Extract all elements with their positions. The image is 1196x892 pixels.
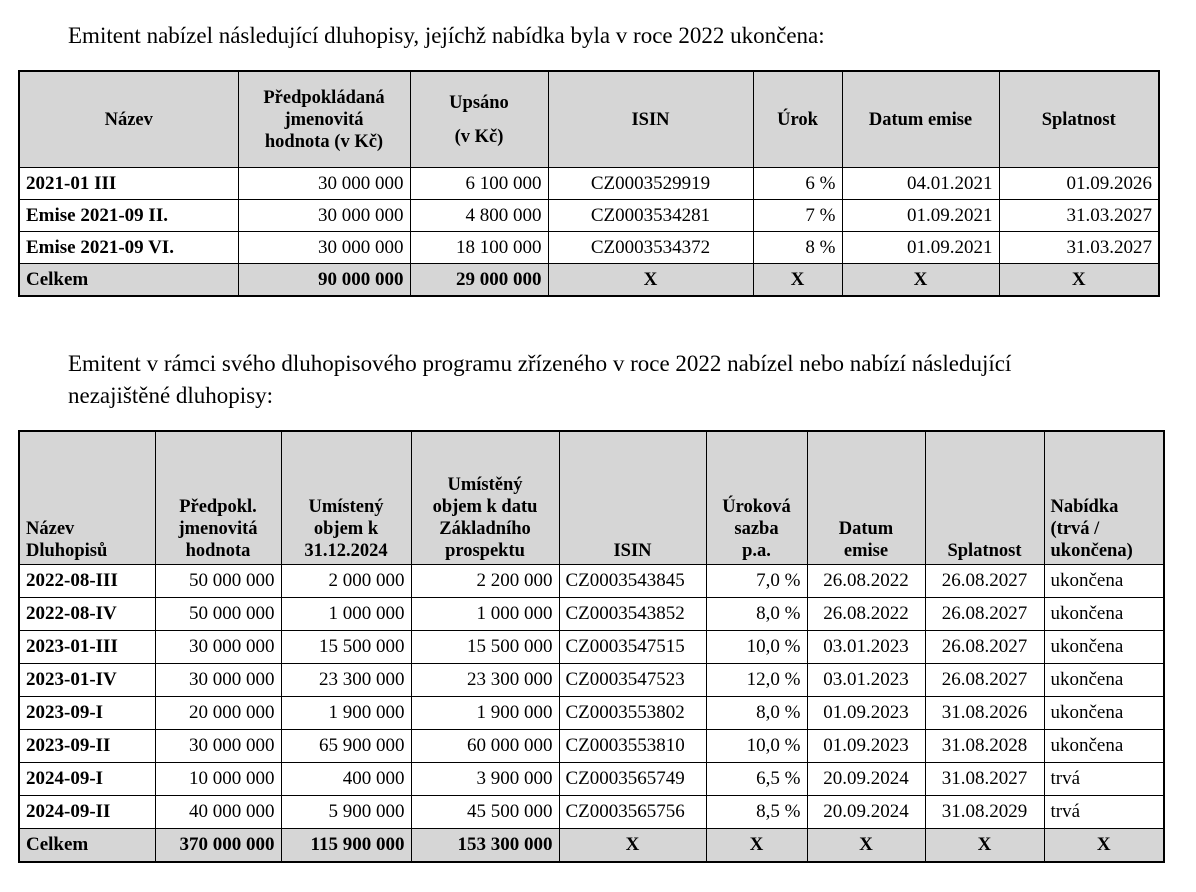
header-bond-name: Název Dluhopisů <box>19 431 155 565</box>
total-rate: X <box>753 264 842 297</box>
total-nominal: 90 000 000 <box>238 264 410 297</box>
cell-placed-prospectus: 1 900 000 <box>411 697 559 730</box>
header-placed-prospectus: Umístěný objem k datu Základního prospektu <box>411 431 559 565</box>
cell-placed: 1 000 000 <box>281 598 411 631</box>
cell-nominal: 10 000 000 <box>155 763 281 796</box>
cell-offer: ukončena <box>1044 565 1164 598</box>
cell-placed-prospectus: 3 900 000 <box>411 763 559 796</box>
cell-offer: trvá <box>1044 796 1164 829</box>
cell-isin: CZ0003553802 <box>559 697 706 730</box>
table-row <box>19 168 1159 200</box>
table-row <box>19 598 1164 631</box>
cell-placed: 400 000 <box>281 763 411 796</box>
cell-issue-date: 01.09.2023 <box>807 697 925 730</box>
cell-maturity: 26.08.2027 <box>925 631 1044 664</box>
cell-nominal: 30 000 000 <box>238 168 410 200</box>
cell-rate: 8,0 % <box>706 697 807 730</box>
cell-nominal: 30 000 000 <box>238 232 410 264</box>
cell-offer: ukončena <box>1044 697 1164 730</box>
cell-name: 2021-01 III <box>19 168 238 200</box>
cell-placed-prospectus: 60 000 000 <box>411 730 559 763</box>
total-label: Celkem <box>19 264 238 297</box>
section2-intro: Emitent v rámci svého dluhopisového programu zřízeného v roce 2022 nabízel nebo nabízí následující nezajištěné dluhopisy: <box>68 351 1012 408</box>
cell-nominal: 30 000 000 <box>155 631 281 664</box>
cell-isin: CZ0003547523 <box>559 664 706 697</box>
total-placed: 115 900 000 <box>281 829 411 863</box>
cell-rate: 7,0 % <box>706 565 807 598</box>
section1-intro: Emitent nabízel následující dluhopisy, jejíchž nabídka byla v roce 2022 ukončena: <box>68 23 825 48</box>
table-row <box>19 232 1159 264</box>
cell-maturity: 01.09.2026 <box>999 168 1159 200</box>
header-issue-date: Datum emise <box>807 431 925 565</box>
cell-placed-prospectus: 1 000 000 <box>411 598 559 631</box>
total-isin: X <box>548 264 753 297</box>
cell-maturity: 31.08.2026 <box>925 697 1044 730</box>
cell-placed-prospectus: 45 500 000 <box>411 796 559 829</box>
header-name: Název <box>19 71 238 168</box>
total-isin: X <box>559 829 706 863</box>
table-row <box>19 796 1164 829</box>
total-rate: X <box>706 829 807 863</box>
cell-isin: CZ0003565756 <box>559 796 706 829</box>
cell-offer: ukončena <box>1044 664 1164 697</box>
header-rate: Úrok <box>753 71 842 168</box>
table-header-row <box>19 71 1159 168</box>
table-header-row <box>19 431 1164 565</box>
cell-isin: CZ0003547515 <box>559 631 706 664</box>
cell-isin: CZ0003534372 <box>548 232 753 264</box>
cell-rate: 8,0 % <box>706 598 807 631</box>
table-row <box>19 565 1164 598</box>
table-row <box>19 200 1159 232</box>
header-placed: Umístený objem k 31.12.2024 <box>281 431 411 565</box>
header-maturity: Splatnost <box>999 71 1159 168</box>
cell-maturity: 26.08.2027 <box>925 565 1044 598</box>
cell-rate: 10,0 % <box>706 631 807 664</box>
cell-placed: 2 000 000 <box>281 565 411 598</box>
cell-issue-date: 04.01.2021 <box>842 168 999 200</box>
cell-maturity: 31.08.2028 <box>925 730 1044 763</box>
total-label: Celkem <box>19 829 155 863</box>
cell-nominal: 30 000 000 <box>238 200 410 232</box>
cell-rate: 8 % <box>753 232 842 264</box>
total-placed-prospectus: 153 300 000 <box>411 829 559 863</box>
table-row <box>19 631 1164 664</box>
cell-name: 2024-09-I <box>19 763 155 796</box>
cell-issue-date: 01.09.2021 <box>842 232 999 264</box>
cell-isin: CZ0003553810 <box>559 730 706 763</box>
cell-nominal: 50 000 000 <box>155 565 281 598</box>
cell-placed-prospectus: 15 500 000 <box>411 631 559 664</box>
table-row <box>19 664 1164 697</box>
cell-name: Emise 2021-09 II. <box>19 200 238 232</box>
cell-maturity: 26.08.2027 <box>925 598 1044 631</box>
cell-offer: trvá <box>1044 763 1164 796</box>
cell-issue-date: 26.08.2022 <box>807 598 925 631</box>
cell-placed: 65 900 000 <box>281 730 411 763</box>
cell-nominal: 30 000 000 <box>155 664 281 697</box>
bond-program-table <box>18 430 1165 863</box>
cell-name: 2023-09-I <box>19 697 155 730</box>
cell-placed: 1 900 000 <box>281 697 411 730</box>
header-offer: Nabídka (trvá / ukončena) <box>1044 431 1164 565</box>
cell-maturity: 31.03.2027 <box>999 232 1159 264</box>
total-issue-date: X <box>842 264 999 297</box>
table-row <box>19 730 1164 763</box>
cell-issue-date: 03.01.2023 <box>807 631 925 664</box>
total-nominal: 370 000 000 <box>155 829 281 863</box>
cell-maturity: 26.08.2027 <box>925 664 1044 697</box>
cell-placed-prospectus: 23 300 000 <box>411 664 559 697</box>
cell-offer: ukončena <box>1044 730 1164 763</box>
cell-offer: ukončena <box>1044 598 1164 631</box>
cell-name: 2022-08-IV <box>19 598 155 631</box>
cell-placed: 23 300 000 <box>281 664 411 697</box>
cell-rate: 10,0 % <box>706 730 807 763</box>
total-row <box>19 829 1164 863</box>
cell-issue-date: 26.08.2022 <box>807 565 925 598</box>
cell-rate: 6,5 % <box>706 763 807 796</box>
cell-subscribed: 18 100 000 <box>410 232 548 264</box>
header-maturity: Splatnost <box>925 431 1044 565</box>
cell-subscribed: 6 100 000 <box>410 168 548 200</box>
header-isin: ISIN <box>559 431 706 565</box>
cell-issue-date: 20.09.2024 <box>807 763 925 796</box>
cell-maturity: 31.03.2027 <box>999 200 1159 232</box>
cell-nominal: 50 000 000 <box>155 598 281 631</box>
cell-maturity: 31.08.2029 <box>925 796 1044 829</box>
cell-name: 2023-09-II <box>19 730 155 763</box>
table-row <box>19 697 1164 730</box>
cell-issue-date: 01.09.2021 <box>842 200 999 232</box>
cell-nominal: 40 000 000 <box>155 796 281 829</box>
cell-isin: CZ0003565749 <box>559 763 706 796</box>
cell-placed-prospectus: 2 200 000 <box>411 565 559 598</box>
cell-maturity: 31.08.2027 <box>925 763 1044 796</box>
cell-name: 2024-09-II <box>19 796 155 829</box>
header-subscribed: Upsáno (v Kč) <box>410 71 548 168</box>
header-rate: Úroková sazba p.a. <box>706 431 807 565</box>
header-issue-date: Datum emise <box>842 71 999 168</box>
total-subscribed: 29 000 000 <box>410 264 548 297</box>
cell-isin: CZ0003529919 <box>548 168 753 200</box>
cell-placed: 5 900 000 <box>281 796 411 829</box>
total-offer: X <box>1044 829 1164 863</box>
cell-rate: 6 % <box>753 168 842 200</box>
total-issue-date: X <box>807 829 925 863</box>
cell-name: 2023-01-IV <box>19 664 155 697</box>
total-maturity: X <box>925 829 1044 863</box>
header-isin: ISIN <box>548 71 753 168</box>
total-maturity: X <box>999 264 1159 297</box>
cell-isin: CZ0003534281 <box>548 200 753 232</box>
cell-name: Emise 2021-09 VI. <box>19 232 238 264</box>
cell-nominal: 20 000 000 <box>155 697 281 730</box>
table-row <box>19 763 1164 796</box>
cell-nominal: 30 000 000 <box>155 730 281 763</box>
cell-issue-date: 01.09.2023 <box>807 730 925 763</box>
cell-offer: ukončena <box>1044 631 1164 664</box>
total-row <box>19 264 1159 297</box>
cell-rate: 8,5 % <box>706 796 807 829</box>
cell-subscribed: 4 800 000 <box>410 200 548 232</box>
header-nominal: Předpokládaná jmenovitá hodnota (v Kč) <box>238 71 410 168</box>
cell-name: 2023-01-III <box>19 631 155 664</box>
header-nominal: Předpokl. jmenovitá hodnota <box>155 431 281 565</box>
cell-placed: 15 500 000 <box>281 631 411 664</box>
cell-issue-date: 20.09.2024 <box>807 796 925 829</box>
cell-issue-date: 03.01.2023 <box>807 664 925 697</box>
cell-name: 2022-08-III <box>19 565 155 598</box>
cell-rate: 12,0 % <box>706 664 807 697</box>
bonds-ended-table <box>18 70 1160 297</box>
cell-rate: 7 % <box>753 200 842 232</box>
cell-isin: CZ0003543852 <box>559 598 706 631</box>
cell-isin: CZ0003543845 <box>559 565 706 598</box>
